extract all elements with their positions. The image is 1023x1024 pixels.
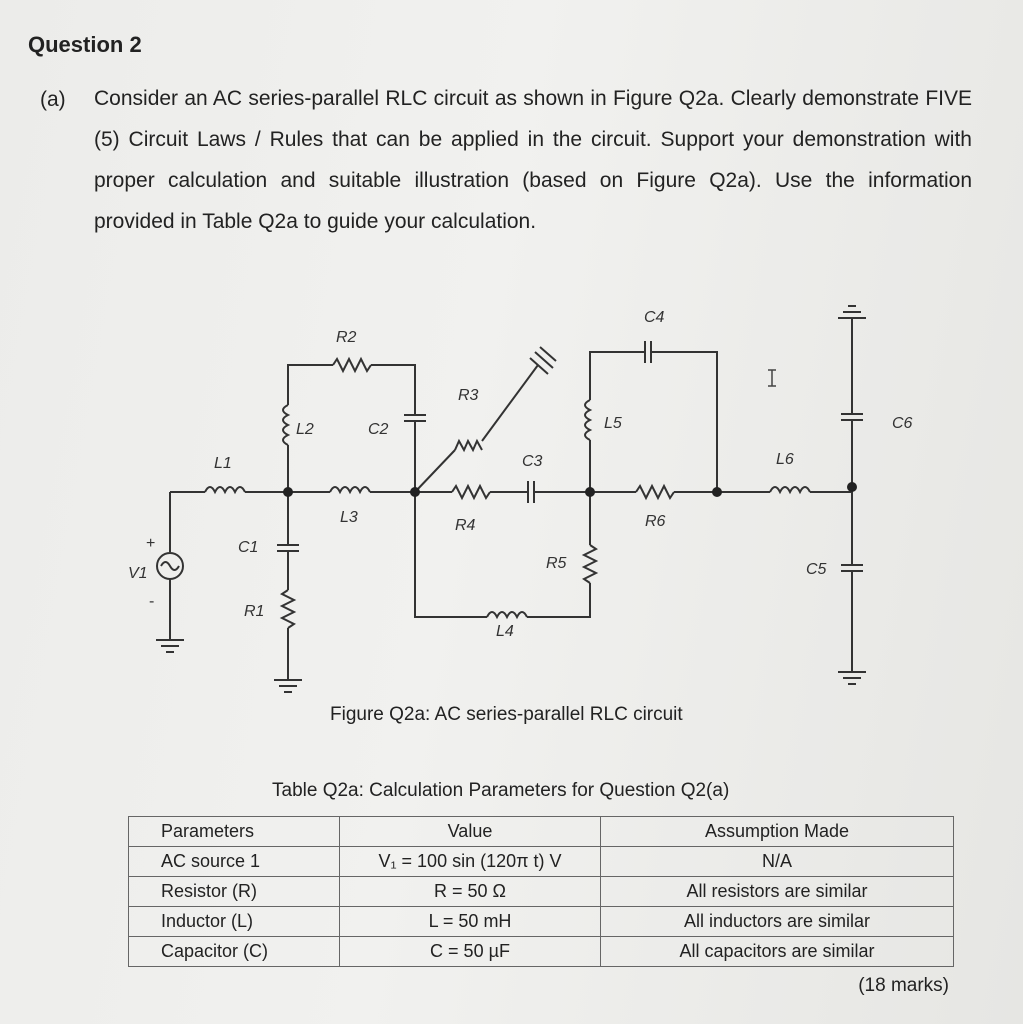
junction-node [410, 487, 420, 497]
wire [415, 450, 455, 492]
label-L6: L6 [776, 451, 794, 468]
table-row [129, 877, 954, 907]
label-C6: C6 [892, 415, 913, 432]
sine-icon [161, 562, 179, 570]
capacitor-C1 [277, 545, 299, 551]
label-R3: R3 [458, 387, 479, 404]
label-L5: L5 [604, 415, 622, 432]
inductor-L4 [487, 612, 527, 617]
question-body: Consider an AC series-parallel RLC circuit as shown in Figure Q2a. Clearly demonstrate FIVE (5) Circuit Laws / Rules that can be applied in the circuit. Support your demonstration with proper calculation and suitable illustration (based on Figure Q2a). Use the information provided in Table Q2a to guide your calculation. [94, 87, 972, 233]
inductor-L3 [330, 487, 370, 492]
resistor-R3 [455, 441, 482, 450]
circuit-diagram [0, 290, 1023, 700]
wire [415, 492, 487, 617]
junction-node [283, 487, 293, 497]
capacitor-C3 [528, 481, 534, 503]
inductor-L2 [283, 405, 288, 445]
junction-node [847, 482, 857, 492]
capacitor-C5 [841, 565, 863, 571]
resistor-R1 [282, 590, 294, 628]
capacitor-C2 [404, 415, 426, 421]
cell-parameter: Resistor (R) [129, 877, 340, 907]
resistor-R5 [584, 545, 596, 583]
header-assumption: Assumption Made [601, 817, 954, 847]
cell-parameter: AC source 1 [129, 847, 340, 877]
resistor-R6 [636, 486, 674, 498]
label-C5: C5 [806, 561, 827, 578]
cell-value: C = 50 µF [340, 937, 601, 967]
label-R4: R4 [455, 517, 476, 534]
label-R5: R5 [546, 555, 567, 572]
resistor-R4 [452, 486, 490, 498]
cell-value: R = 50 Ω [340, 877, 601, 907]
wire [527, 583, 590, 617]
label-L3: L3 [340, 509, 358, 526]
label-R2: R2 [336, 329, 357, 346]
cell-assumption: All resistors are similar [601, 877, 954, 907]
wire [371, 365, 415, 415]
part-label: (a) [40, 88, 66, 111]
label-R1: R1 [244, 603, 265, 620]
label-V1: V1 [128, 565, 148, 582]
text-cursor-icon [768, 370, 776, 386]
inductor-L6 [770, 487, 810, 492]
label-C1: C1 [238, 539, 259, 556]
label-R6: R6 [645, 513, 666, 530]
cell-assumption: All inductors are similar [601, 907, 954, 937]
label-C2: C2 [368, 421, 389, 438]
ground-icon [838, 306, 866, 318]
capacitor-C6 [841, 414, 863, 420]
cell-value: V₁ = 100 sin (120π t) V [340, 847, 601, 877]
question-title: Question 2 [28, 32, 142, 57]
inductor-L1 [205, 487, 245, 492]
parameters-table [128, 816, 954, 967]
label-plus: + [146, 535, 156, 552]
table-row [129, 907, 954, 937]
cell-value: L = 50 mH [340, 907, 601, 937]
marks-label: (18 marks) [858, 975, 949, 996]
label-minus: - [149, 593, 155, 610]
label-L2: L2 [296, 421, 314, 438]
table-header-row [129, 817, 954, 847]
cell-assumption: All capacitors are similar [601, 937, 954, 967]
table-row [129, 937, 954, 967]
label-C3: C3 [522, 453, 543, 470]
header-value: Value [340, 817, 601, 847]
wire [288, 365, 333, 405]
table-caption: Table Q2a: Calculation Parameters for Question Q2(a) [272, 780, 730, 801]
header-parameters: Parameters [129, 817, 340, 847]
ground-icon [838, 672, 866, 684]
cell-assumption: N/A [601, 847, 954, 877]
wire [590, 352, 645, 400]
ground-icon [156, 640, 184, 652]
wire [482, 365, 538, 441]
wire [651, 352, 717, 492]
capacitor-C4 [645, 341, 651, 363]
cell-parameter: Capacitor (C) [129, 937, 340, 967]
junction-node [585, 487, 595, 497]
label-C4: C4 [644, 309, 665, 326]
figure-caption: Figure Q2a: AC series-parallel RLC circuit [330, 704, 683, 725]
label-L4: L4 [496, 623, 514, 640]
resistor-R2 [333, 359, 371, 371]
table-row [129, 847, 954, 877]
inductor-L5 [585, 400, 590, 440]
label-L1: L1 [214, 455, 232, 472]
cell-parameter: Inductor (L) [129, 907, 340, 937]
ground-icon [274, 680, 302, 692]
junction-node [712, 487, 722, 497]
